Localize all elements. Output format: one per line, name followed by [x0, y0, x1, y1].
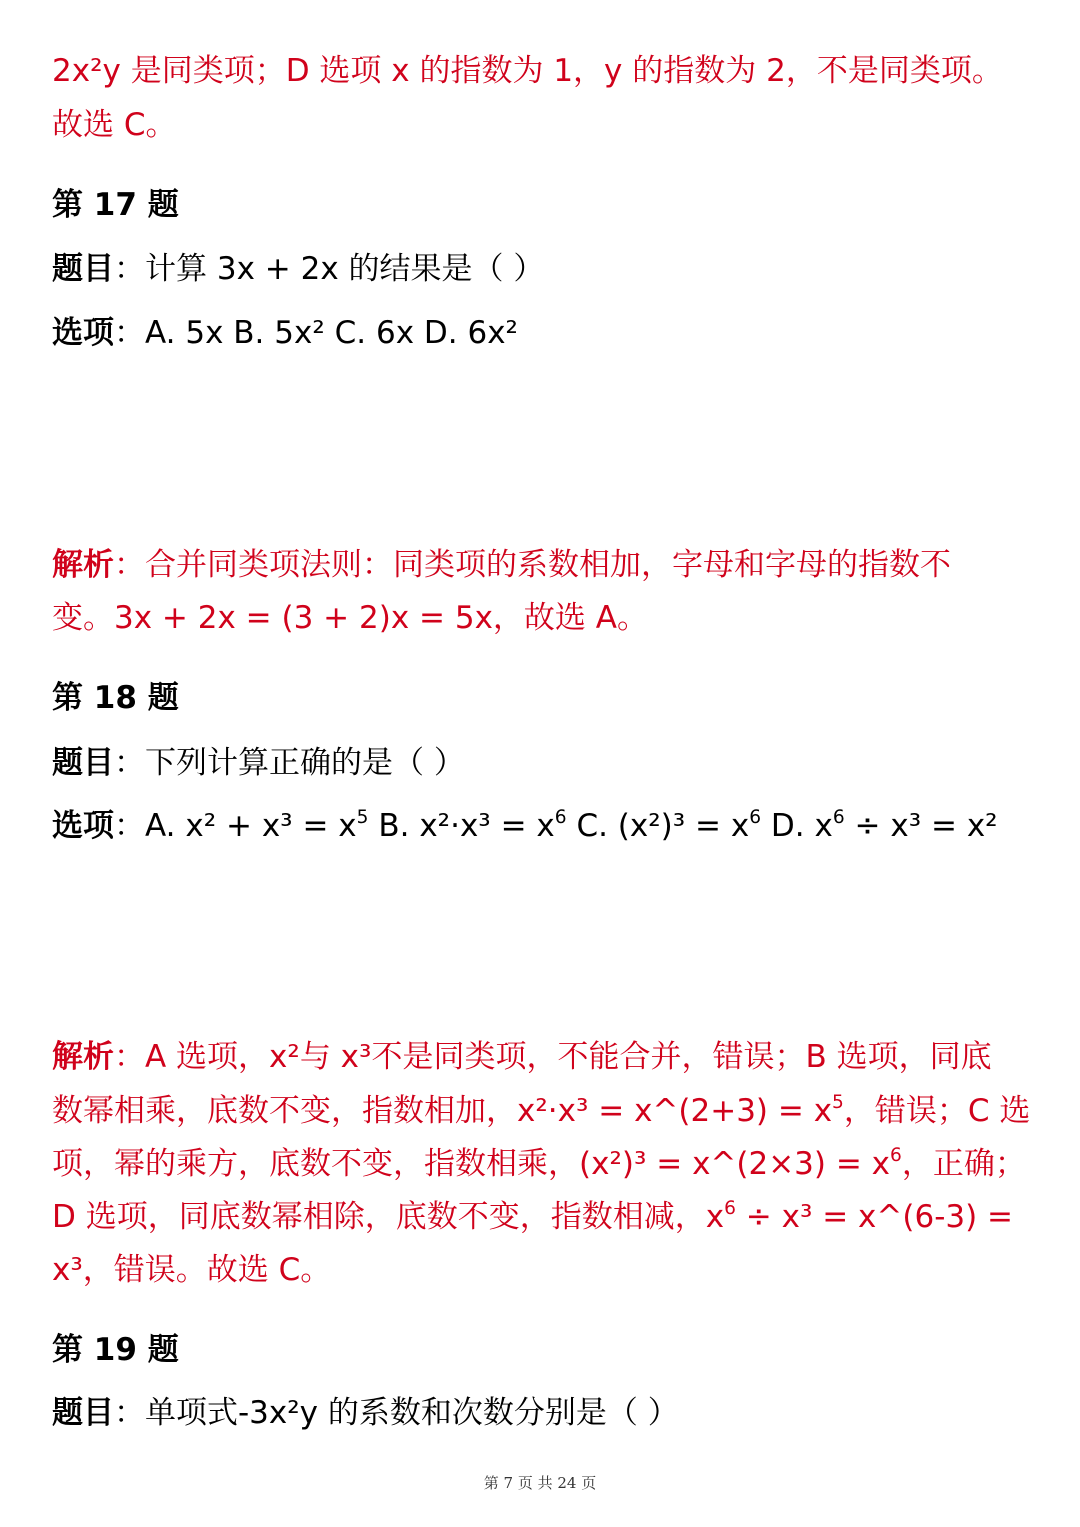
q18-explanation-text-3: 项，幂的乘方，底数不变，指数相乘，(x²)³ = x^(2×3) = x — [52, 1146, 891, 1182]
q17-question — [52, 243, 1040, 296]
q18-explanation-text-1: ：A 选项，x²与 x³不是同类项，不能合并，错误；B 选项，同底 — [114, 1039, 992, 1075]
prev-explanation-line-1: 2x²y 是同类项；D 选项 x 的指数为 1，y 的指数为 2，不是同类项。 — [52, 53, 1003, 89]
q17-options-text: ：A. 5x B. 5x² C. 6x D. 6x² — [114, 315, 518, 351]
q18-explanation-line-1 — [52, 1031, 1040, 1084]
q18-options — [52, 800, 1040, 853]
q18-explanation-text-4: D 选项，同底数幂相除，底数不变，指数相减，x — [52, 1199, 725, 1235]
q19-heading: 第 19 题 — [52, 1332, 179, 1368]
q17-explanation-line-2: 变。3x + 2x = (3 + 2)x = 5x，故选 A。 — [52, 600, 648, 636]
q18-option-c: C. (x²)³ = x — [566, 808, 750, 844]
q18-explanation-exponent-3: 6 — [890, 1144, 902, 1166]
q17-explanation-line-1 — [52, 539, 1040, 592]
q18-explanation-text-2b: ，错误；C 选 — [843, 1093, 1031, 1129]
q17-heading: 第 17 题 — [52, 187, 179, 223]
q18-option-a: ：A. x² + x³ = x — [114, 808, 357, 844]
q18-heading: 第 18 题 — [52, 680, 179, 716]
q17-explanation-label: 解析 — [52, 547, 114, 583]
q18-explanation-text-4b: ÷ x³ = x^(6-3) = — [735, 1199, 1014, 1235]
prev-explanation-line-2: 故选 C。 — [52, 107, 177, 143]
q18-explanation-line-3 — [52, 1138, 1040, 1191]
page-number-footer: 第 7 页 共 24 页 — [483, 1474, 597, 1492]
q18-option-d-exponent: 6 — [832, 806, 845, 828]
q19-question-text: ：单项式-3x²y 的系数和次数分别是（ ） — [114, 1395, 679, 1431]
q18-explanation-text-3b: ，正确； — [901, 1146, 1026, 1182]
q18-explanation-text-2: 数幂相乘，底数不变，指数相加，x²·x³ = x^(2+3) = x — [52, 1093, 833, 1129]
q17-options — [52, 307, 1040, 360]
q18-explanation-line-4 — [52, 1191, 1040, 1244]
q18-question-text: ：下列计算正确的是（ ） — [114, 745, 465, 781]
q18-question — [52, 737, 1040, 790]
q19-question — [52, 1387, 1040, 1440]
q17-explanation-text-1: ：合并同类项法则：同类项的系数相加，字母和字母的指数不 — [114, 547, 951, 583]
q18-options-label: 选项 — [52, 808, 114, 844]
q18-explanation-line-2 — [52, 1085, 1040, 1138]
q18-option-d: D. x — [761, 808, 833, 844]
q18-question-label: 题目 — [52, 745, 114, 781]
q18-option-b: B. x²·x³ = x — [368, 808, 555, 844]
q19-question-label: 题目 — [52, 1395, 114, 1431]
q18-option-d-rest: ÷ x³ = x² — [844, 808, 998, 844]
q17-question-text: ：计算 3x + 2x 的结果是（ ） — [114, 251, 545, 287]
q18-explanation-exponent-4: 6 — [724, 1197, 736, 1219]
q18-option-a-exponent: 5 — [356, 806, 369, 828]
q18-explanation-label: 解析 — [52, 1039, 114, 1075]
q17-options-label: 选项 — [52, 315, 114, 351]
q17-question-label: 题目 — [52, 251, 114, 287]
q18-option-b-exponent: 6 — [554, 806, 567, 828]
q18-option-c-exponent: 6 — [749, 806, 762, 828]
q18-explanation-exponent-2: 5 — [832, 1091, 844, 1113]
q18-explanation-line-5: x³，错误。故选 C。 — [52, 1252, 332, 1288]
